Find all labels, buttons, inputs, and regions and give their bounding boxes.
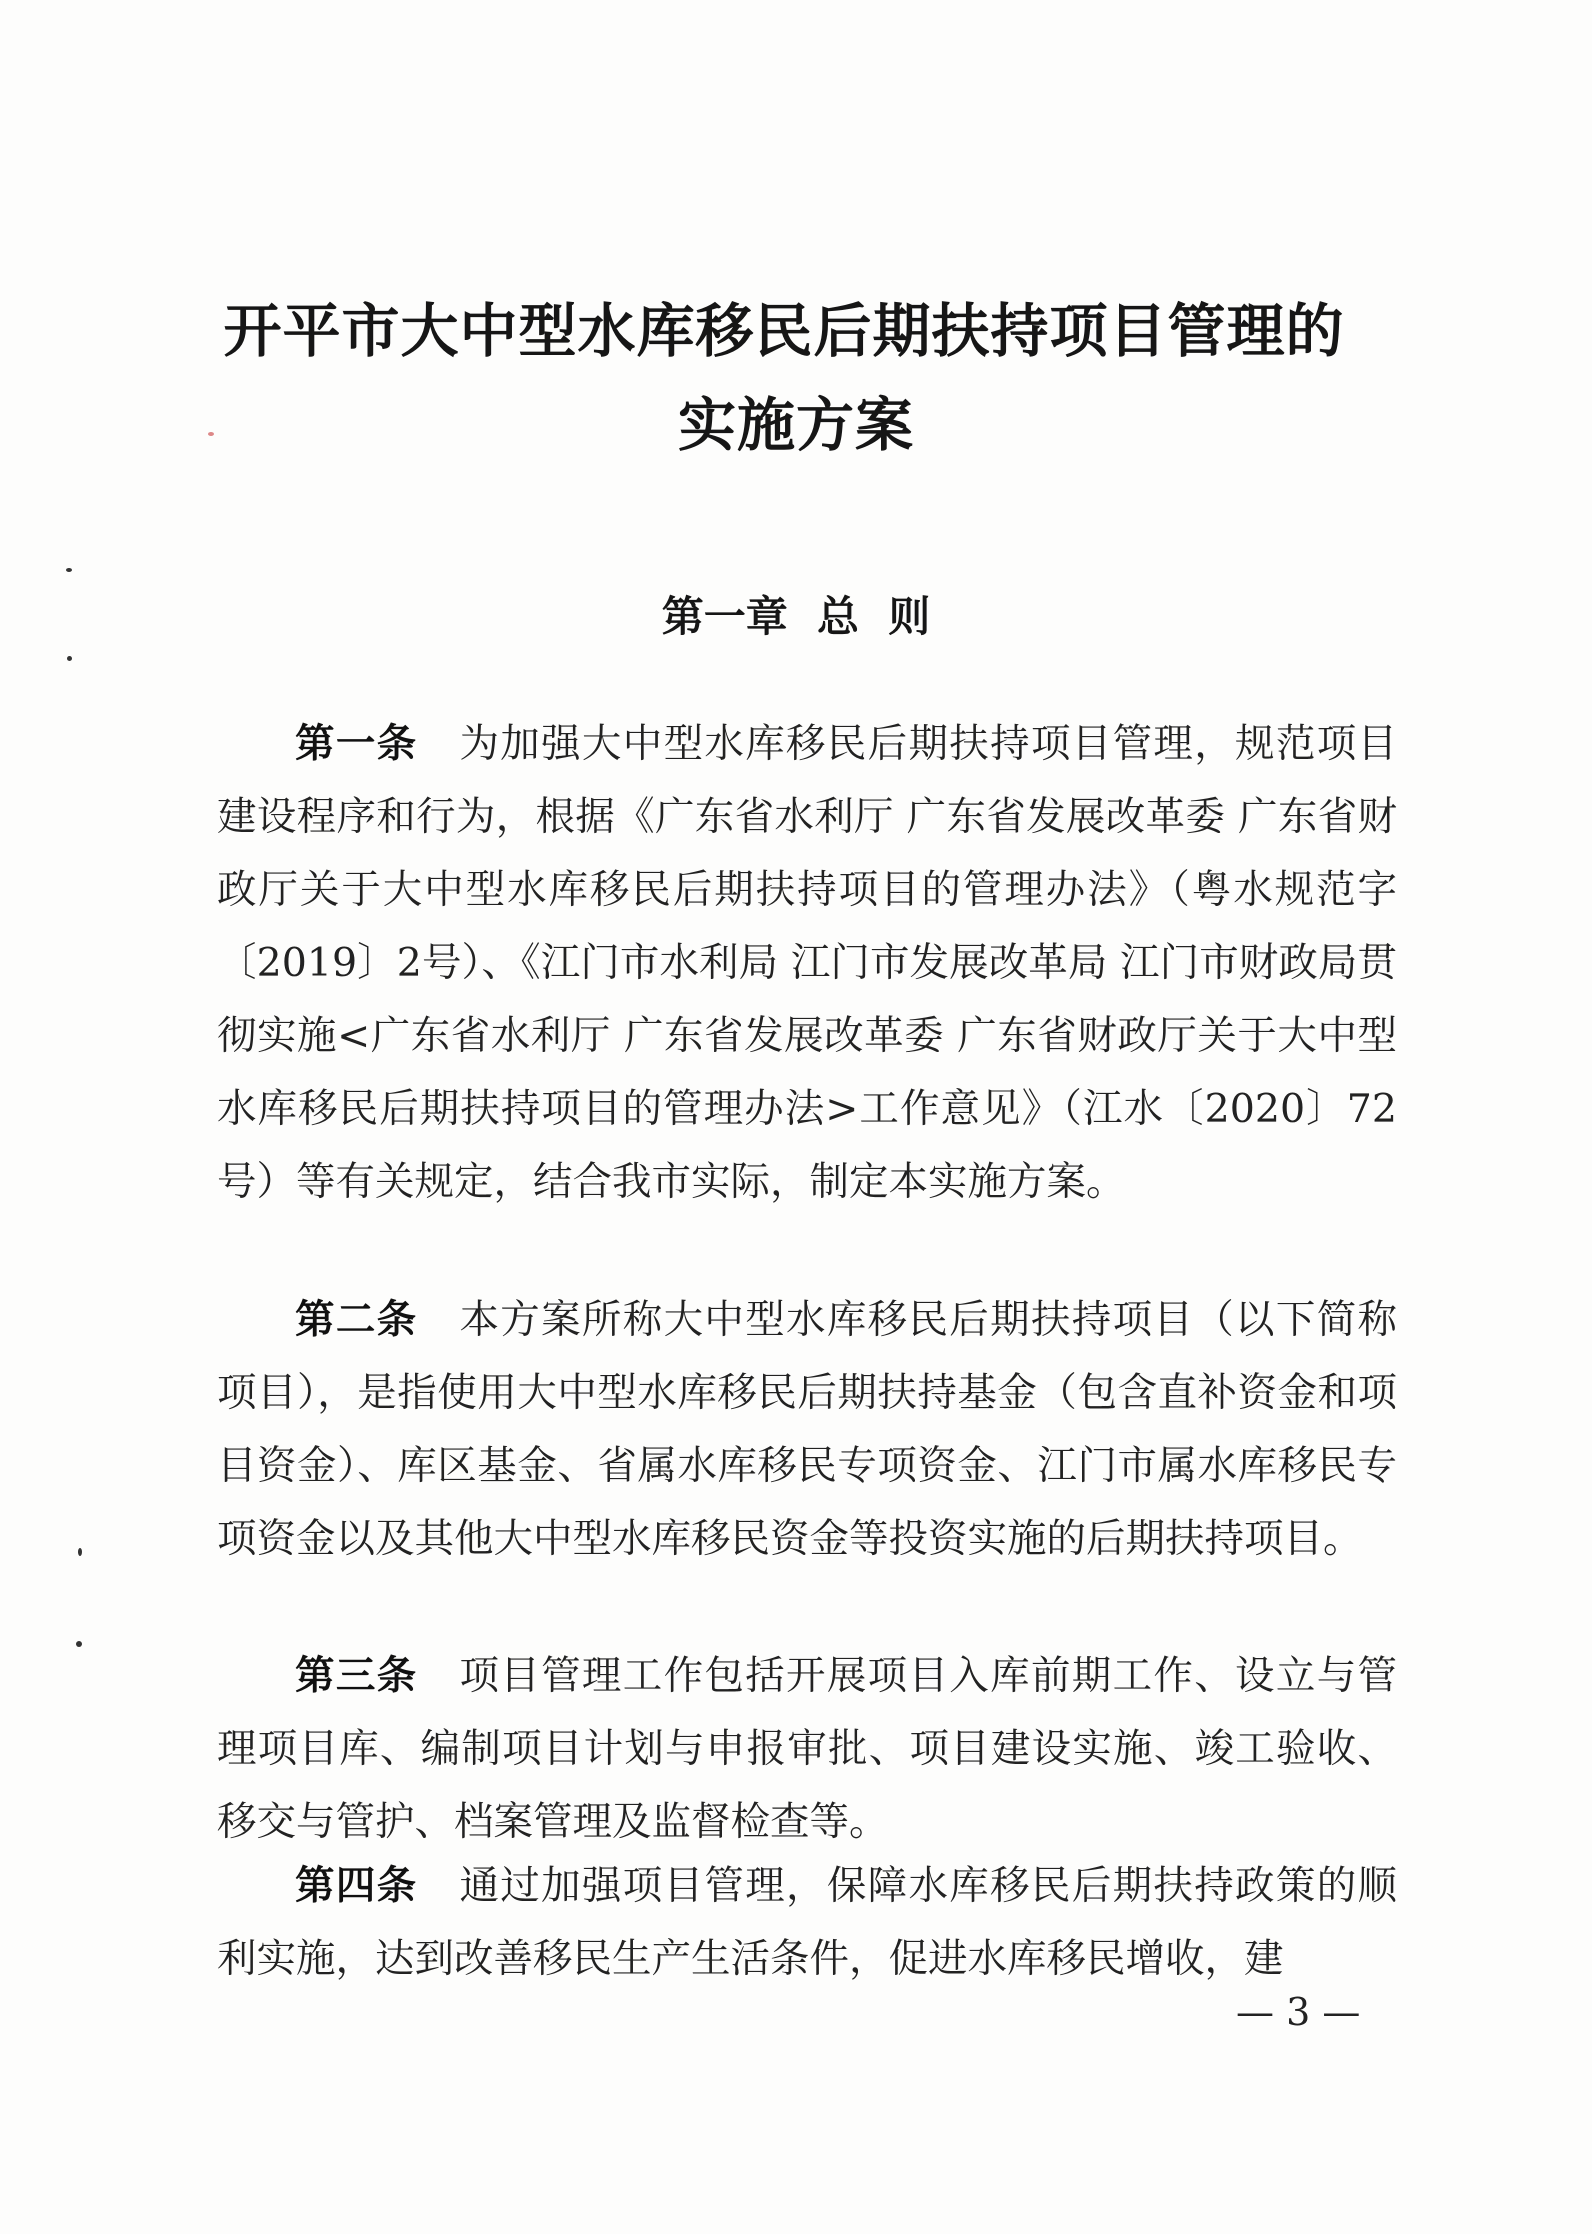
document-title-line-2: 实施方案 (677, 391, 914, 459)
article-2-text: 本方案所称大中型水库移民后期扶持项目（以下简称项目），是指使用大中型水库移民后期扶持基金（包含直补资金和项目资金）、库区基金、省属水库移民专项资金、江门市属水库移民专项资金以及其他大中型水库移民资金等投资实施的后期扶持项目。 (217, 1296, 1398, 1562)
article-1 (217, 708, 1397, 1219)
article-4-text: 通过加强项目管理，保障水库移民后期扶持政策的顺利实施，达到改善移民生产生活条件，促进水库移民增收，建 (217, 1862, 1398, 1982)
scan-speck (78, 1548, 82, 1556)
article-4 (217, 1850, 1397, 1996)
chapter-heading: 第一章 总 则 (661, 592, 931, 641)
article-1-text: 为加强大中型水库移民后期扶持项目管理，规范项目建设程序和行为，根据《广东省水利厅 广东省发展改革委 广东省财政厅关于大中型水库移民后期扶持项目的管理办法》（粤水规范字〔2019〕2号）、《江门市水利局 江门市发展改革局 江门市财政局贯彻实施<广东省水利厅 广东省发展改革委 广东省财政厅关于大中型水库移民后期扶持项目的管理办法>工作意见》（江水〔2020〕72号）等有关规定，结合我市实际，制定本实施方案。 (217, 720, 1398, 1205)
page-number: — 3 — (1236, 1990, 1361, 2034)
article-4-label: 第四条 (295, 1862, 418, 1909)
article-1-label: 第一条 (295, 720, 418, 767)
scan-speck (76, 1641, 82, 1647)
scan-speck (208, 432, 214, 436)
scan-speck (66, 568, 72, 572)
article-3-label: 第三条 (295, 1652, 418, 1699)
article-2-label: 第二条 (295, 1296, 418, 1343)
scan-speck (67, 656, 72, 661)
article-3 (217, 1640, 1397, 1859)
article-3-text: 项目管理工作包括开展项目入库前期工作、设立与管理项目库、编制项目计划与申报审批、项目建设实施、竣工验收、移交与管护、档案管理及监督检查等。 (217, 1652, 1398, 1845)
document-title-line-1: 开平市大中型水库移民后期扶持项目管理的 (223, 297, 1345, 365)
article-2 (217, 1284, 1397, 1576)
